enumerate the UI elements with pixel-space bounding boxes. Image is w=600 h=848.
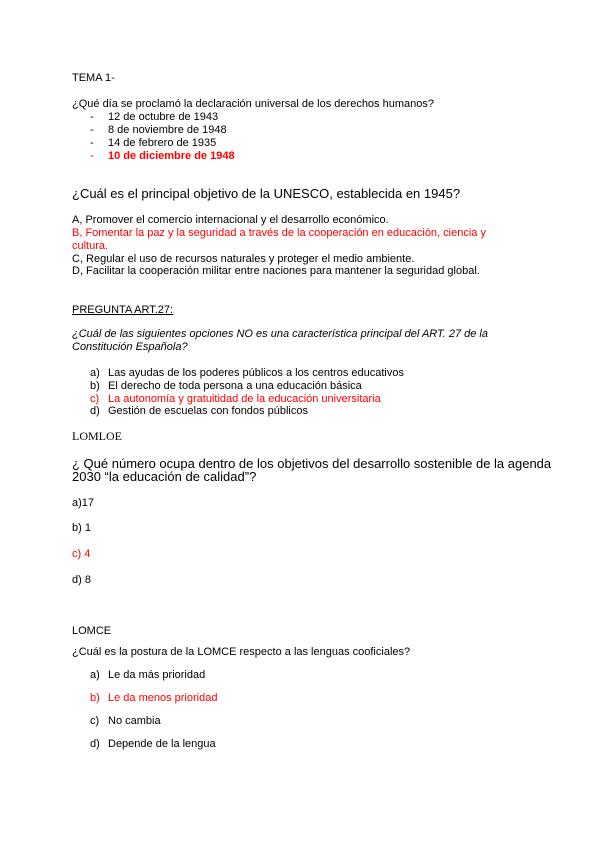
option-text: 14 de febrero de 1935: [108, 137, 217, 149]
option-text: El derecho de toda persona a una educación básica: [108, 380, 362, 392]
option-text: Depende de la lengua: [108, 738, 216, 750]
art27-question-line2: Constitución Española?: [72, 341, 188, 353]
option-marker-correct: b): [90, 692, 100, 704]
option-b-correct-continued: cultura.: [72, 240, 109, 252]
option-text-correct: Le da menos prioridad: [108, 692, 218, 704]
option-marker: a): [90, 669, 100, 681]
option-marker: d): [90, 405, 100, 417]
option-a: A, Promover el comercio internacional y el desarrollo económico.: [72, 214, 389, 226]
option-marker: a): [90, 367, 100, 379]
option-b-correct: B, Fomentar la paz y la seguridad a través de la cooperación en educación, ciencia y: [72, 227, 486, 239]
art27-heading: PREGUNTA ART.27:: [72, 304, 174, 316]
option-marker: d): [90, 738, 100, 750]
tema1-q2-question: ¿Cuál es el principal objetivo de la UNESCO, establecida en 1945?: [72, 186, 461, 201]
tema1-q1-question: ¿Qué día se proclamó la declaración universal de los derechos humanos?: [72, 98, 434, 110]
lomce-question: ¿Cuál es la postura de la LOMCE respecto a las lenguas cooficiales?: [72, 646, 411, 658]
option-d: D, Facilitar la cooperación militar entre naciones para mantener la seguridad global.: [72, 265, 480, 277]
option-text: No cambia: [108, 715, 161, 727]
option-text: Le da más prioridad: [108, 669, 206, 681]
option-text-correct: 10 de diciembre de 1948: [108, 150, 235, 162]
lomloe-question-line1: ¿ Qué número ocupa dentro de los objetivos del desarrollo sostenible de la agenda: [72, 456, 552, 471]
art27-question-line1: ¿Cuál de las siguientes opciones NO es una característica principal del ART. 27 de la: [72, 328, 488, 340]
option-text: Las ayudas de los poderes públicos a los centros educativos: [108, 367, 404, 379]
option-marker: -: [90, 111, 94, 123]
option-text: 12 de octubre de 1943: [108, 111, 219, 123]
option-d: d) 8: [72, 574, 91, 586]
option-marker: c): [90, 715, 100, 727]
lomloe-question-line2: 2030 “la educación de calidad”?: [72, 469, 257, 484]
lomce-heading: LOMCE: [72, 625, 112, 637]
option-text-correct: La autonomía y gratuitidad de la educación universitaria: [108, 393, 381, 405]
option-marker: -: [90, 137, 94, 149]
option-marker: -: [90, 124, 94, 136]
option-b: b) 1: [72, 522, 91, 534]
option-a: a)17: [72, 497, 95, 509]
option-marker-correct: c): [90, 393, 100, 405]
option-text: 8 de noviembre de 1948: [108, 124, 227, 136]
lomloe-heading: LOMLOE: [72, 429, 122, 443]
option-text: Gestión de escuelas con fondos públicos: [108, 405, 308, 417]
option-marker-correct: -: [90, 150, 94, 162]
tema1-heading: TEMA 1-: [72, 72, 115, 84]
option-marker: b): [90, 380, 100, 392]
option-c: C, Regular el uso de recursos naturales y proteger el medio ambiente.: [72, 253, 415, 265]
option-c-correct: c) 4: [72, 548, 91, 560]
